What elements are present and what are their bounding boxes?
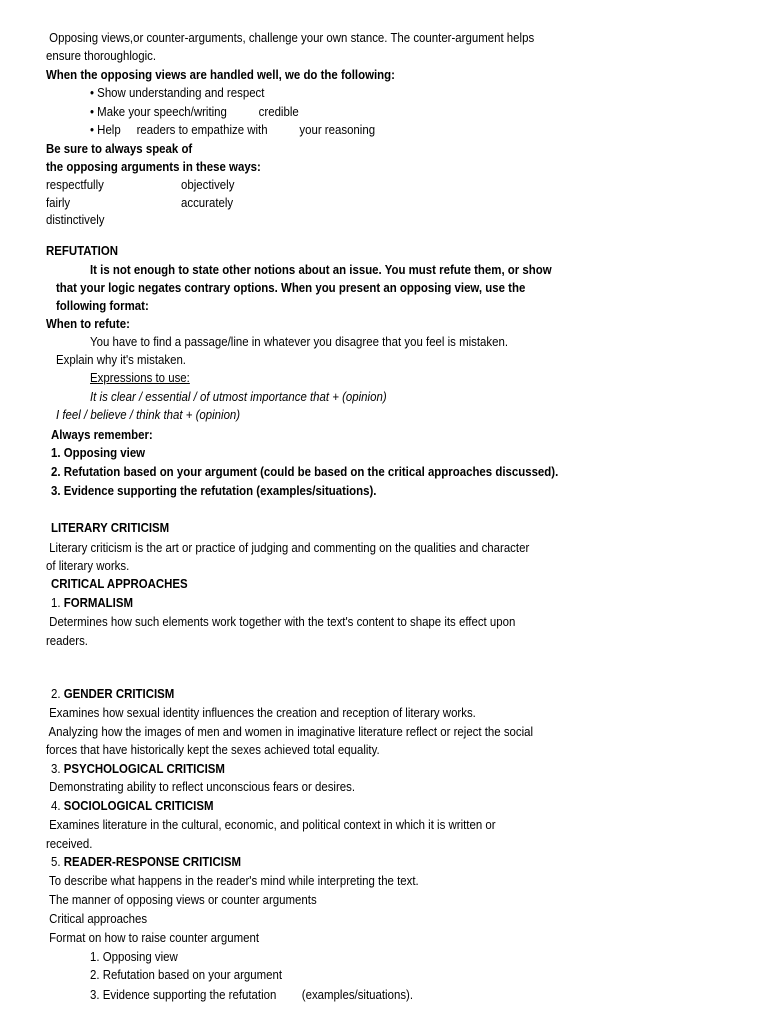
gender-desc-2: Analyzing how the images of men and women in imaginative literature reflect or reject the social bbox=[46, 724, 534, 739]
critical-approaches-heading: CRITICAL APPROACHES bbox=[51, 576, 188, 591]
gender-heading bbox=[51, 686, 174, 702]
gender-number: 2. bbox=[51, 686, 64, 701]
refutation-heading: REFUTATION bbox=[46, 243, 119, 258]
formalism-title: FORMALISM bbox=[63, 595, 134, 610]
gender-title: GENDER CRITICISM bbox=[63, 686, 175, 701]
when-line-1: You have to find a passage/line in whatever you disagree that you feel is mistaken. bbox=[90, 334, 509, 349]
reader-response-number: 5. bbox=[51, 854, 64, 869]
gender-desc-3: forces that have historically kept the sexes achieved total equality. bbox=[46, 742, 380, 757]
formalism-desc-2: readers. bbox=[46, 633, 88, 648]
refutation-para-1: It is not enough to state other notions about an issue. You must refute them, or show bbox=[90, 262, 552, 277]
when-to-refute-heading: When to refute: bbox=[46, 316, 130, 331]
literary-def-1: Literary criticism is the art or practice of judging and commenting on the qualities and character bbox=[46, 540, 530, 555]
literary-criticism-heading: LITERARY CRITICISM bbox=[51, 520, 170, 535]
reader-response-heading bbox=[51, 854, 241, 870]
formalism-desc-1: Determines how such elements work together with the text's content to shape its effect upon bbox=[46, 614, 516, 629]
psychological-heading bbox=[51, 761, 225, 777]
be-sure-heading-2: the opposing arguments in these ways: bbox=[46, 159, 261, 174]
expression-2: I feel / believe / think that + (opinion) bbox=[56, 407, 241, 422]
summary-line-2: Critical approaches bbox=[46, 911, 148, 926]
summary-line-3: Format on how to raise counter argument bbox=[46, 930, 260, 945]
literary-def-2: of literary works. bbox=[46, 558, 130, 573]
formalism-number: 1. bbox=[51, 595, 64, 610]
summary-item: 2. Refutation based on your argument bbox=[90, 967, 283, 982]
sociological-title: SOCIOLOGICAL CRITICISM bbox=[63, 798, 214, 813]
be-sure-heading-1: Be sure to always speak of bbox=[46, 141, 193, 156]
refutation-para-3: following format: bbox=[56, 298, 149, 313]
sociological-desc-1: Examines literature in the cultural, economic, and political context in which it is written or bbox=[46, 817, 496, 832]
summary-line-1: The manner of opposing views or counter arguments bbox=[46, 892, 317, 907]
bullet-item: • Show understanding and respect bbox=[90, 85, 265, 100]
refutation-para-2: that your logic negates contrary options. When you present an opposing view, use the bbox=[56, 280, 526, 295]
expressions-label: Expressions to use: bbox=[90, 370, 190, 385]
bullet-item: • Help readers to empathize with your reasoning bbox=[90, 122, 376, 137]
psychological-number: 3. bbox=[51, 761, 64, 776]
psychological-title: PSYCHOLOGICAL CRITICISM bbox=[63, 761, 225, 776]
formalism-heading bbox=[51, 595, 133, 611]
when-line-2: Explain why it's mistaken. bbox=[56, 352, 186, 367]
remember-item: 2. Refutation based on your argument (could be based on the critical approaches discussed). bbox=[51, 464, 559, 479]
way-fairly: fairly bbox=[46, 195, 71, 210]
sociological-desc-2: received. bbox=[46, 836, 93, 851]
way-distinctively: distinctively bbox=[46, 212, 105, 227]
summary-item: 3. Evidence supporting the refutation (examples/situations). bbox=[90, 987, 414, 1002]
expression-1: It is clear / essential / of utmost importance that + (opinion) bbox=[90, 389, 387, 404]
remember-item: 1. Opposing view bbox=[51, 445, 146, 460]
remember-item: 3. Evidence supporting the refutation (examples/situations). bbox=[51, 483, 377, 498]
sociological-heading bbox=[51, 798, 214, 814]
reader-response-title: READER-RESPONSE CRITICISM bbox=[63, 854, 242, 869]
bullet-item: • Make your speech/writing credible bbox=[90, 104, 299, 119]
intro-line-1: Opposing views,or counter-arguments, challenge your own stance. The counter-argument helps bbox=[46, 30, 535, 45]
way-accurately: accurately bbox=[181, 195, 234, 210]
way-objectively: objectively bbox=[181, 177, 235, 192]
intro-line-2: ensure thoroughlogic. bbox=[46, 48, 157, 63]
psychological-desc: Demonstrating ability to reflect unconscious fears or desires. bbox=[46, 779, 356, 794]
summary-item: 1. Opposing view bbox=[90, 949, 178, 964]
handled-heading: When the opposing views are handled well, we do the following: bbox=[46, 67, 395, 82]
gender-desc-1: Examines how sexual identity influences the creation and reception of literary works. bbox=[46, 705, 476, 720]
way-respectfully: respectfully bbox=[46, 177, 104, 192]
sociological-number: 4. bbox=[51, 798, 64, 813]
always-remember-heading: Always remember: bbox=[51, 427, 153, 442]
reader-response-desc: To describe what happens in the reader's mind while interpreting the text. bbox=[46, 873, 419, 888]
